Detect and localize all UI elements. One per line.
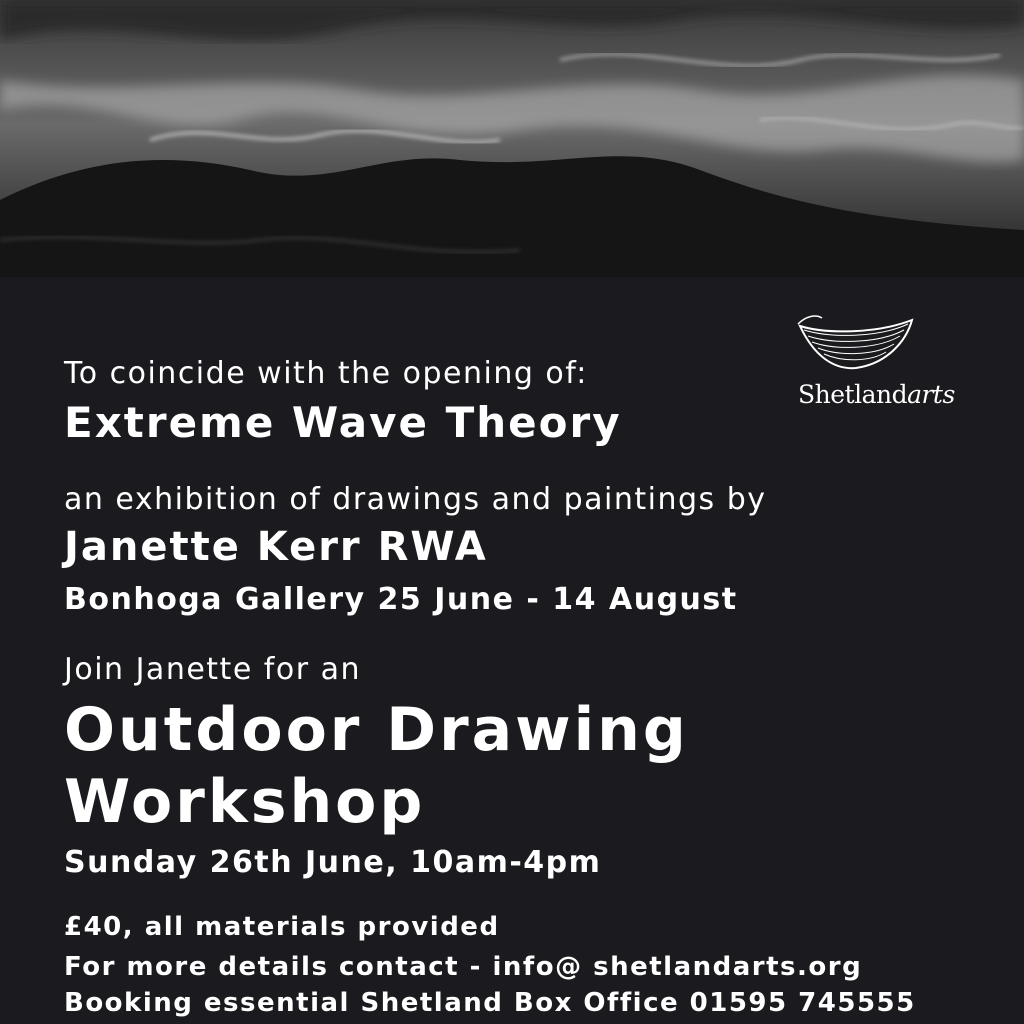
hero-wave-artwork	[0, 0, 1024, 277]
contact-details: For more details contact - info@ shetlandarts.org	[64, 952, 863, 982]
workshop-title-line1: Outdoor Drawing	[64, 695, 689, 765]
boat-icon	[796, 312, 916, 374]
shetland-arts-logo	[790, 312, 970, 422]
workshop-title	[64, 694, 689, 838]
booking-details: Booking essential Shetland Box Office 01595 745555	[64, 988, 916, 1018]
exhibition-description: an exhibition of drawings and paintings by	[64, 482, 767, 517]
price-details: £40, all materials provided	[64, 912, 500, 942]
exhibition-title: Extreme Wave Theory	[64, 398, 622, 447]
venue-dates: Bonhoga Gallery 25 June - 14 August	[64, 582, 738, 617]
artist-name: Janette Kerr RWA	[64, 524, 488, 570]
wave-drawing-image	[0, 0, 1024, 277]
logo-wordmark	[798, 380, 955, 409]
logo-suffix: arts	[907, 380, 955, 409]
workshop-date-time: Sunday 26th June, 10am-4pm	[64, 845, 602, 880]
workshop-title-line2: Workshop	[64, 767, 426, 837]
intro-line: To coincide with the opening of:	[64, 356, 588, 391]
logo-name: Shetland	[798, 380, 908, 409]
workshop-invite: Join Janette for an	[64, 652, 361, 687]
